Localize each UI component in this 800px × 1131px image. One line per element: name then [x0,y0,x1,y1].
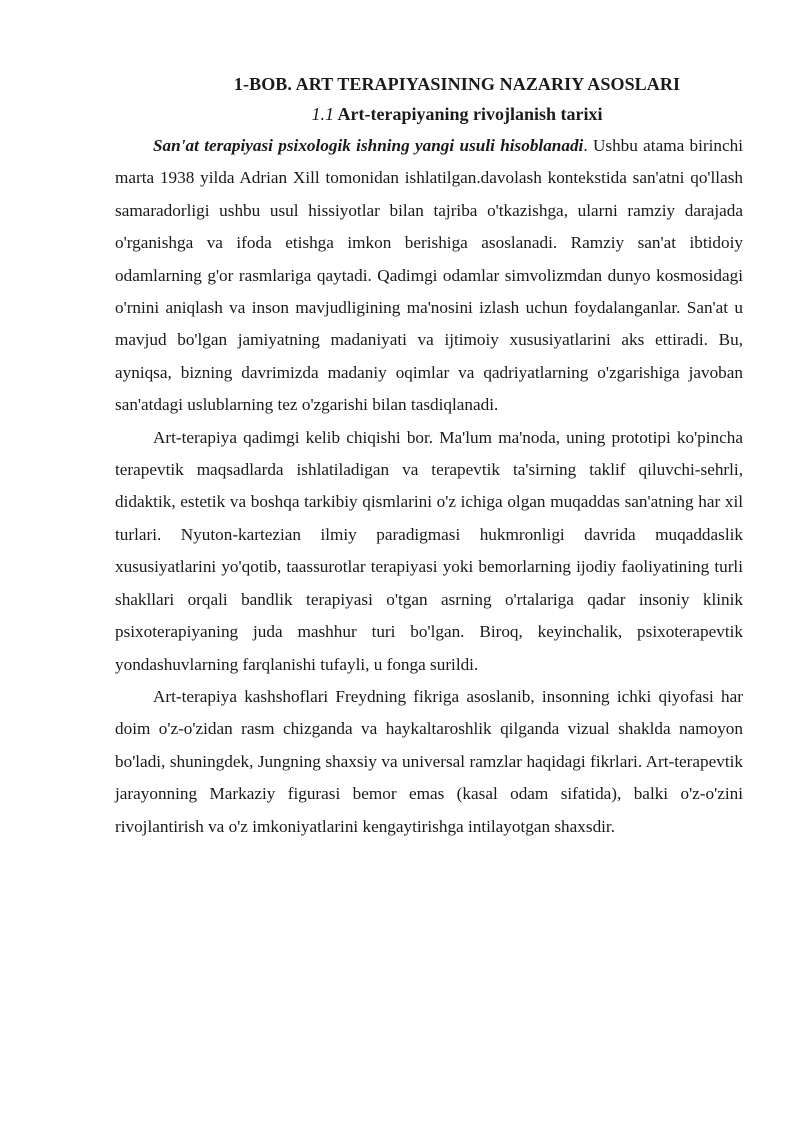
paragraph-1 [115,130,743,422]
section-number: 1.1 [311,104,334,124]
section-title-text: Art-terapiyaning rivojlanish tarixi [337,104,603,124]
paragraph-1-lead: San'at terapiyasi psixologik ishning yangi usuli hisoblanadi [153,136,584,155]
document-page [115,72,743,843]
paragraph-3-text: Art-terapiya kashshoflari Freydning fikriga asoslanib, insonning ichki qiyofasi har doim o'z-o'zidan rasm chizganda va haykaltaroshlik qilganda vizual shaklda namoyon bo'ladi, shuningdek, Jungning shaxsiy va universal ramzlar haqidagi fikrlari. Art-terapevtik jarayonning Markaziy figurasi bemor emas (kasal odam sifatida), balki o'z-o'zini rivojlantirish va o'z imkoniyatlarini kengaytirishga intilayotgan shaxsdir. [115,686,743,836]
paragraph-2 [115,422,743,681]
paragraph-3 [115,681,743,843]
paragraph-1-text: . Ushbu atama birinchi marta 1938 yilda Adrian Xill tomonidan ishlatilgan.davolash kontekstida san'atni qo'llash samaradorligi ushbu usul hissiyotlar bilan tajriba o'tkazishga, ularni ramziy darajada o'rganishga va ifoda etishga imkon berishiga asoslanadi. Ramziy san'at ibtidoiy odamlarning g'or rasmlariga qaytadi. Qadimgi odamlar simvolizmdan dunyo kosmosidagi o'rnini aniqlash va inson mavjudligining ma'nosini izlash uchun foydalanganlar. San'at u mavjud bo'lgan jamiyatning madaniyati va ijtimoiy xususiyatlarini aks ettiradi. Bu, ayniqsa, bizning davrimizda madaniy oqimlar va qadriyatlarning o'zgarishiga javoban san'atdagi uslublarning tez o'zgarishi bilan tasdiqlanadi. [115,136,744,415]
chapter-title: 1-BOB. ART TERAPIYASINING NAZARIY ASOSLARI [233,74,681,94]
paragraph-2-text: Art-terapiya qadimgi kelib chiqishi bor. Ma'lum ma'noda, uning prototipi ko'pincha terapevtik maqsadlarda ishlatiladigan va terapevtik ta'sirning taklif qiluvchi-sehrli, didaktik, estetik va boshqa tarkibiy qismlarini o'z ichiga olgan muqaddas san'atning har xil turlari. Nyuton-kartezian ilmiy paradigmasi hukmronligi davrida muqaddaslik xususiyatlarini yo'qotib, taassurotlar terapiyasi yoki bemorlarning ijodiy faoliyatining turli shakllari orqali bandlik terapiyasi o'tgan asrning o'rtalariga qadar insoniy klinik psixoterapiyaning juda mashhur turi bo'lgan. Biroq, keyinchalik, psixoterapevtik yondashuvlarning farqlanishi tufayli, u fonga surildi. [115,427,743,674]
section-title [171,102,743,126]
